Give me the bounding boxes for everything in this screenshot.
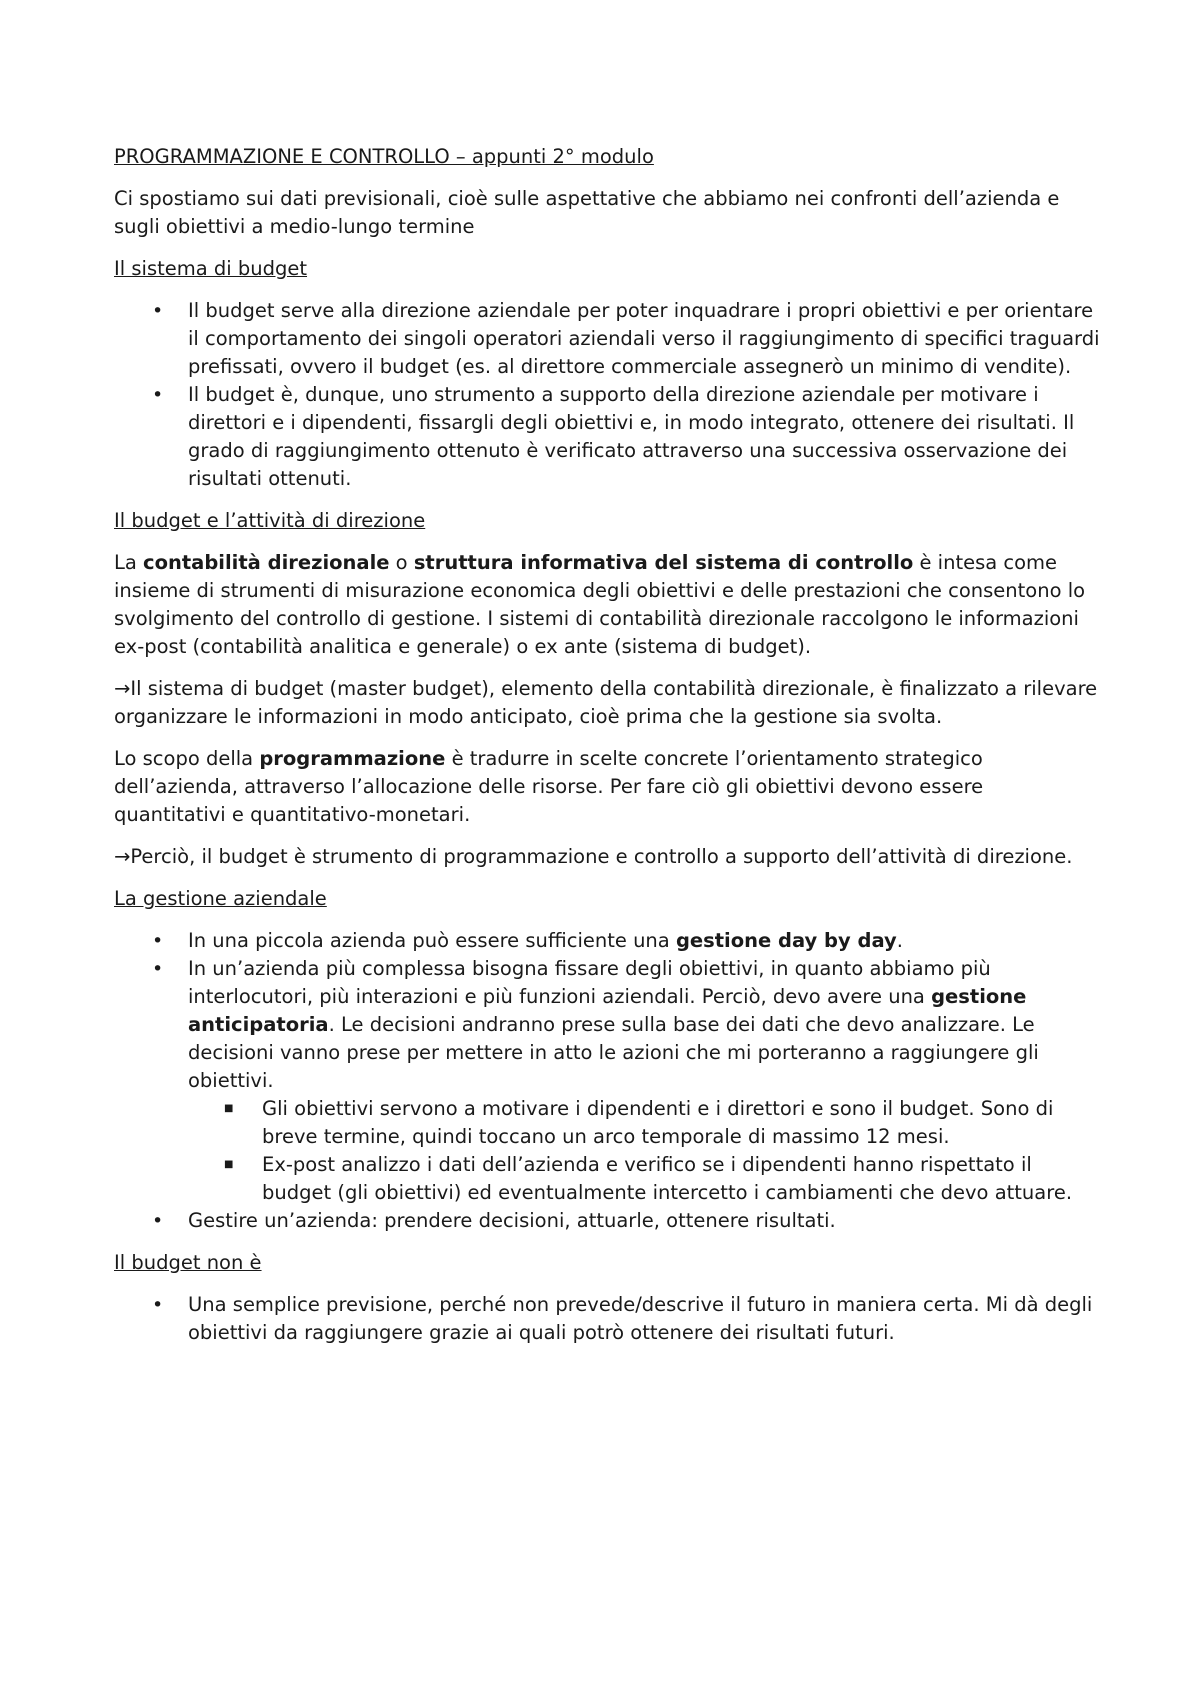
list-item: • In un’azienda più complessa bisogna fissare degli obiettivi, in quanto abbiamo più interlocutori, più interazioni e più funzioni aziendali. Perciò, devo avere una gestione anticipatoria. Le decisioni andranno prese sulla base dei dati che devo analizzare. Le decisioni vanno prese per mettere in atto le azioni che mi porteranno a raggiungere gli obiettivi. ■ Gli obiettivi servono a motivare i dipendenti e i direttori e sono il budget. Sono di breve termine, quindi toccano un arco temporale di massimo 12 mesi. ■ Ex-post analizzo i dati dell’azienda e verifico se i dipendenti hanno rispettato il budget (gli obiettivi) ed eventualmente intercetto i cambiamenti che devo attuare. xyxy=(114,955,1100,1207)
paragraph-contabilita: La contabilità direzionale o struttura informativa del sistema di controllo è intesa come insieme di strumenti di misurazione economica degli obiettivi e delle prestazioni che consentono lo svolgimento del controllo di gestione. I sistemi di contabilità direzionale raccolgono le informazioni ex-post (contabilità analitica e generale) o ex ante (sistema di budget). xyxy=(114,551,1086,658)
bullet-list xyxy=(114,927,1100,1235)
section-heading-budget-non-e: Il budget non è xyxy=(114,1251,262,1274)
section-heading-sistema-budget: Il sistema di budget xyxy=(114,257,308,280)
bullet-icon: • xyxy=(152,958,164,980)
arrow-icon: → xyxy=(114,677,131,700)
section-heading-gestione-aziendale: La gestione aziendale xyxy=(114,887,327,910)
bullet-icon: • xyxy=(152,384,164,406)
paragraph-master-budget: →Il sistema di budget (master budget), elemento della contabilità direzionale, è finalizzato a rilevare organizzare le informazioni in modo anticipato, cioè prima che la gestione sia svolta. xyxy=(114,677,1098,728)
list-item: • Il budget serve alla direzione aziendale per poter inquadrare i propri obiettivi e per orientare il comportamento dei singoli operatori aziendali verso il raggiungimento di specifici traguardi prefissati, ovvero il budget (es. al direttore commerciale assegnerò un minimo di vendite). xyxy=(152,299,1100,378)
bullet-icon: • xyxy=(152,1210,164,1232)
bullet-icon: • xyxy=(152,1294,164,1316)
sub-bullet-list xyxy=(188,1095,1100,1207)
section-heading-budget-direzione: Il budget e l’attività di direzione xyxy=(114,509,426,532)
square-bullet-icon: ■ xyxy=(224,1159,234,1170)
list-item: • Gestire un’azienda: prendere decisioni, attuarle, ottenere risultati. xyxy=(114,1207,1100,1235)
intro-paragraph: Ci spostiamo sui dati previsionali, cioè sulle aspettative che abbiamo nei confronti dell’azienda e sugli obiettivi a medio-lungo termine xyxy=(114,187,1060,238)
document-title: PROGRAMMAZIONE E CONTROLLO – appunti 2° modulo xyxy=(114,145,654,168)
list-item: • Il budget è, dunque, uno strumento a supporto della direzione aziendale per motivare i direttori e i dipendenti, fissargli degli obiettivi e, in modo integrato, ottenere dei risultati. Il grado di raggiungimento ottenuto è verificato attraverso una successiva osservazione dei risultati ottenuti. xyxy=(152,383,1075,490)
list-item: • In una piccola azienda può essere sufficiente una gestione day by day. xyxy=(114,927,1100,955)
arrow-icon: → xyxy=(114,845,131,868)
sub-list-item: ■ Ex-post analizzo i dati dell’azienda e verifico se i dipendenti hanno rispettato il budget (gli obiettivi) ed eventualmente intercetto i cambiamenti che devo attuare. xyxy=(224,1153,1073,1204)
paragraph-programmazione: Lo scopo della programmazione è tradurre in scelte concrete l’orientamento strategico dell’azienda, attraverso l’allocazione delle risorse. Per fare ciò gli obiettivi devono essere quantitativi e quantitativo-monetari. xyxy=(114,747,984,826)
paragraph-percio: →Perciò, il budget è strumento di programmazione e controllo a supporto dell’attività di direzione. xyxy=(114,845,1073,868)
square-bullet-icon: ■ xyxy=(224,1103,234,1114)
bullet-icon: • xyxy=(152,930,164,952)
bullet-list xyxy=(114,297,1100,493)
list-item: • Una semplice previsione, perché non prevede/descrive il futuro in maniera certa. Mi dà degli obiettivi da raggiungere grazie ai quali potrò ottenere dei risultati futuri. xyxy=(152,1293,1093,1344)
bullet-icon: • xyxy=(152,300,164,322)
sub-list-item: ■ Gli obiettivi servono a motivare i dipendenti e i direttori e sono il budget. Sono di breve termine, quindi toccano un arco temporale di massimo 12 mesi. xyxy=(224,1097,1054,1148)
bullet-list xyxy=(114,1291,1100,1347)
